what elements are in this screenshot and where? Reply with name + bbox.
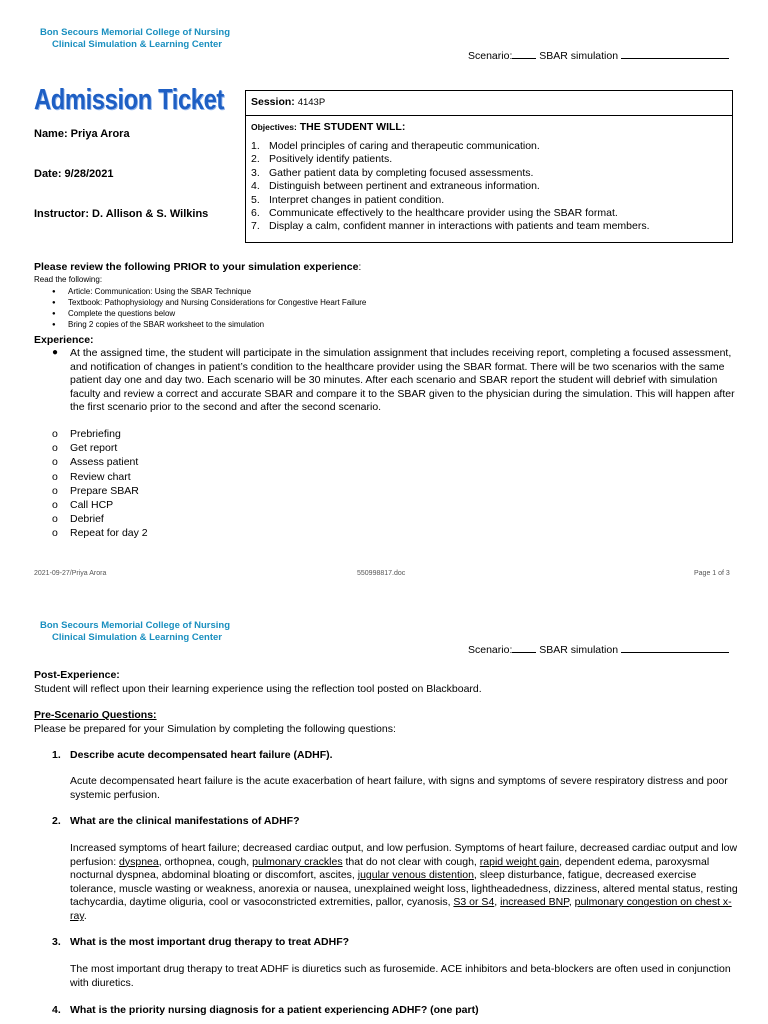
read-label: Read the following: <box>34 275 103 284</box>
review-heading: Please review the following PRIOR to your simulation experience <box>34 261 359 273</box>
question-2-text: What are the clinical manifestations of ADHF? <box>70 815 300 827</box>
college-logo-text-2 <box>40 620 230 644</box>
scenario-line-2 <box>468 642 729 656</box>
experience-step: o Repeat for day 2 <box>0 526 400 540</box>
review-heading-line <box>34 261 361 273</box>
objective-item <box>251 153 729 166</box>
scenario-blank-4 <box>621 642 729 653</box>
experience-step: o Prepare SBAR <box>0 484 400 498</box>
question-1-text: Describe acute decompensated heart failure (ADHF). <box>70 749 333 761</box>
objective-number: 1. <box>251 140 260 152</box>
post-experience-text: Student will reflect upon their learning experience using the reflection tool posted on Blackboard. <box>34 683 482 695</box>
review-item: ● Complete the questions below <box>34 308 734 319</box>
objective-number: 6. <box>251 207 260 220</box>
objective-text: Interpret changes in patient condition. <box>269 193 445 206</box>
objective-number: 7. <box>251 220 260 233</box>
scenario-text: SBAR simulation <box>539 50 619 62</box>
objective-text: Positively identify patients. <box>269 153 393 166</box>
footer-center: 550998817.doc <box>357 570 406 577</box>
question-3 <box>52 936 349 948</box>
question-1-num: 1. <box>52 749 61 761</box>
question-4-num: 4. <box>52 1004 61 1016</box>
experience-step: o Call HCP <box>0 498 400 512</box>
pre-scenario-heading: Pre-Scenario Questions: <box>34 709 157 721</box>
term-increased-bnp: increased BNP <box>500 896 569 909</box>
objective-number: 2. <box>251 153 260 166</box>
scenario-text-2: SBAR simulation <box>539 644 619 656</box>
term-dyspnea: dyspnea <box>119 855 159 868</box>
term-pulmonary-crackles: pulmonary crackles <box>252 855 343 868</box>
pre-scenario-text: Please be prepared for your Simulation by completing the following questions: <box>34 723 396 735</box>
objective-number: 5. <box>251 193 260 206</box>
objectives-list <box>251 140 729 234</box>
review-item: ● Textbook: Pathophysiology and Nursing Considerations for Congestive Heart Failure <box>34 297 734 308</box>
answer-1: Acute decompensated heart failure is the acute exacerbation of heart failure, with signs and symptoms of severe respiratory distress and poor systemic perfusion. <box>70 775 728 801</box>
session-label: Session: <box>251 96 295 108</box>
experience-step: o Debrief <box>0 512 400 526</box>
experience-step: o Assess patient <box>0 455 400 469</box>
experience-step: o Get report <box>0 441 400 455</box>
objective-text: Model principles of caring and therapeutic communication. <box>269 140 540 152</box>
objective-item <box>251 140 729 153</box>
term-jvd: jugular venous distention <box>357 869 474 882</box>
question-3-num: 3. <box>52 936 61 948</box>
scenario-label: Scenario: <box>468 50 513 62</box>
objective-item <box>251 194 729 207</box>
answer-3: The most important drug therapy to treat ADHF is diuretics such as furosemide. ACE inhibitors and beta-blockers are often used in conjunction with diuretics. <box>70 963 731 989</box>
admission-ticket-title: Admission Ticket <box>34 84 224 116</box>
experience-step: o Prebriefing <box>0 427 400 441</box>
college-name-2: Bon Secours Memorial College of Nursing <box>40 620 231 631</box>
question-4-text: What is the priority nursing diagnosis for a patient experiencing ADHF? (one part) <box>70 1004 479 1016</box>
footer-left: 2021-09-27/Priya Arora <box>34 570 107 577</box>
objective-text: Gather patient data by completing focused assessments. <box>269 166 534 179</box>
objective-item <box>251 167 729 180</box>
objective-number: 3. <box>251 166 260 179</box>
review-colon: : <box>358 261 362 273</box>
term-s3-s4: S3 or S4 <box>453 896 495 909</box>
review-item: ● Bring 2 copies of the SBAR worksheet to the simulation <box>34 319 734 330</box>
scenario-label-2: Scenario: <box>468 644 513 656</box>
scenario-blank-3 <box>512 642 536 653</box>
experience-heading: Experience: <box>34 334 94 346</box>
objective-item <box>251 180 729 193</box>
center-name: Clinical Simulation & Learning Center <box>52 39 222 50</box>
review-list <box>34 286 734 330</box>
footer-right: Page 1 of 3 <box>694 570 730 577</box>
experience-bullet: ● <box>52 347 59 358</box>
center-name-2: Clinical Simulation & Learning Center <box>52 632 222 643</box>
scenario-line <box>468 48 729 62</box>
question-1 <box>52 749 333 761</box>
term-rapid-weight-gain: rapid weight gain <box>479 855 560 868</box>
objectives-box <box>245 115 733 243</box>
objective-text: Distinguish between pertinent and extraneous information. <box>269 180 540 193</box>
objective-text: Communicate effectively to the healthcare provider using the SBAR format. <box>269 207 618 220</box>
objectives-heading: THE STUDENT WILL: <box>299 121 406 133</box>
question-2 <box>52 815 299 827</box>
scenario-blank <box>512 48 536 59</box>
college-logo-text <box>40 27 230 51</box>
answer-2: Increased symptoms of heart failure; decreased cardiac output, and low perfusion. Symptoms of heart failure, decreased cardiac output and low perfusion: dyspnea, orthopnea, cough, pulmonary crackles that do not clear with cough, rapid weight gain, dependent edema, paroxysmal nocturnal dyspnea, abdominal bloating or discomfort, ascites, jugular venous distention, sleep disturbance, fatigue, decreased exercise tolerance, muscle wasting or weakness, anorexia or nausea, unexplained weight loss, lightheadedness, dizziness, altered mental status, resting tachycardia, daytime oliguria, cool or vasoconstricted extremities, pallor, cyanosis, S3 or S4, increased BNP, pulmonary congestion on chest x-ray. <box>70 842 738 922</box>
college-name: Bon Secours Memorial College of Nursing <box>40 27 231 38</box>
term-pulmonary-congestion: pulmonary congestion on chest x-ray <box>70 896 732 922</box>
instructor: Instructor: D. Allison & S. Wilkins <box>34 208 209 220</box>
question-3-text: What is the most important drug therapy to treat ADHF? <box>70 936 350 948</box>
question-4 <box>52 1004 479 1016</box>
review-item: ● Article: Communication: Using the SBAR Technique <box>34 286 734 297</box>
experience-paragraph: At the assigned time, the student will participate in the simulation assignment that includes receiving report, completing a focused assessment, and notification of changes in patient’s condition to the healthcare provider using the SBAR format. There will be two scenarios with the same patient day one and day two. Each scenario will be 30 minutes. After each scenario and SBAR report the student will debrief with simulation faculty and review a correct and accurate SBAR and compare it to the SBAR given to the physician during the simulation. This will happen after the first scenario prior to the second and after the second scenario. <box>70 347 735 414</box>
experience-steps <box>0 427 400 541</box>
session-box <box>245 90 733 116</box>
post-experience-heading: Post-Experience: <box>34 669 120 681</box>
scenario-blank-2 <box>621 48 729 59</box>
objective-text: Display a calm, confident manner in interactions with patients and team members. <box>269 220 650 233</box>
objectives-label: Objectives: <box>251 122 297 132</box>
student-name: Name: Priya Arora <box>34 128 130 140</box>
experience-step: o Review chart <box>0 470 400 484</box>
question-2-num: 2. <box>52 815 61 827</box>
objective-item <box>251 220 729 233</box>
session-value: 4143P <box>297 97 326 108</box>
objective-number: 4. <box>251 180 260 193</box>
objective-item <box>251 207 729 220</box>
ticket-date: Date: 9/28/2021 <box>34 168 114 180</box>
